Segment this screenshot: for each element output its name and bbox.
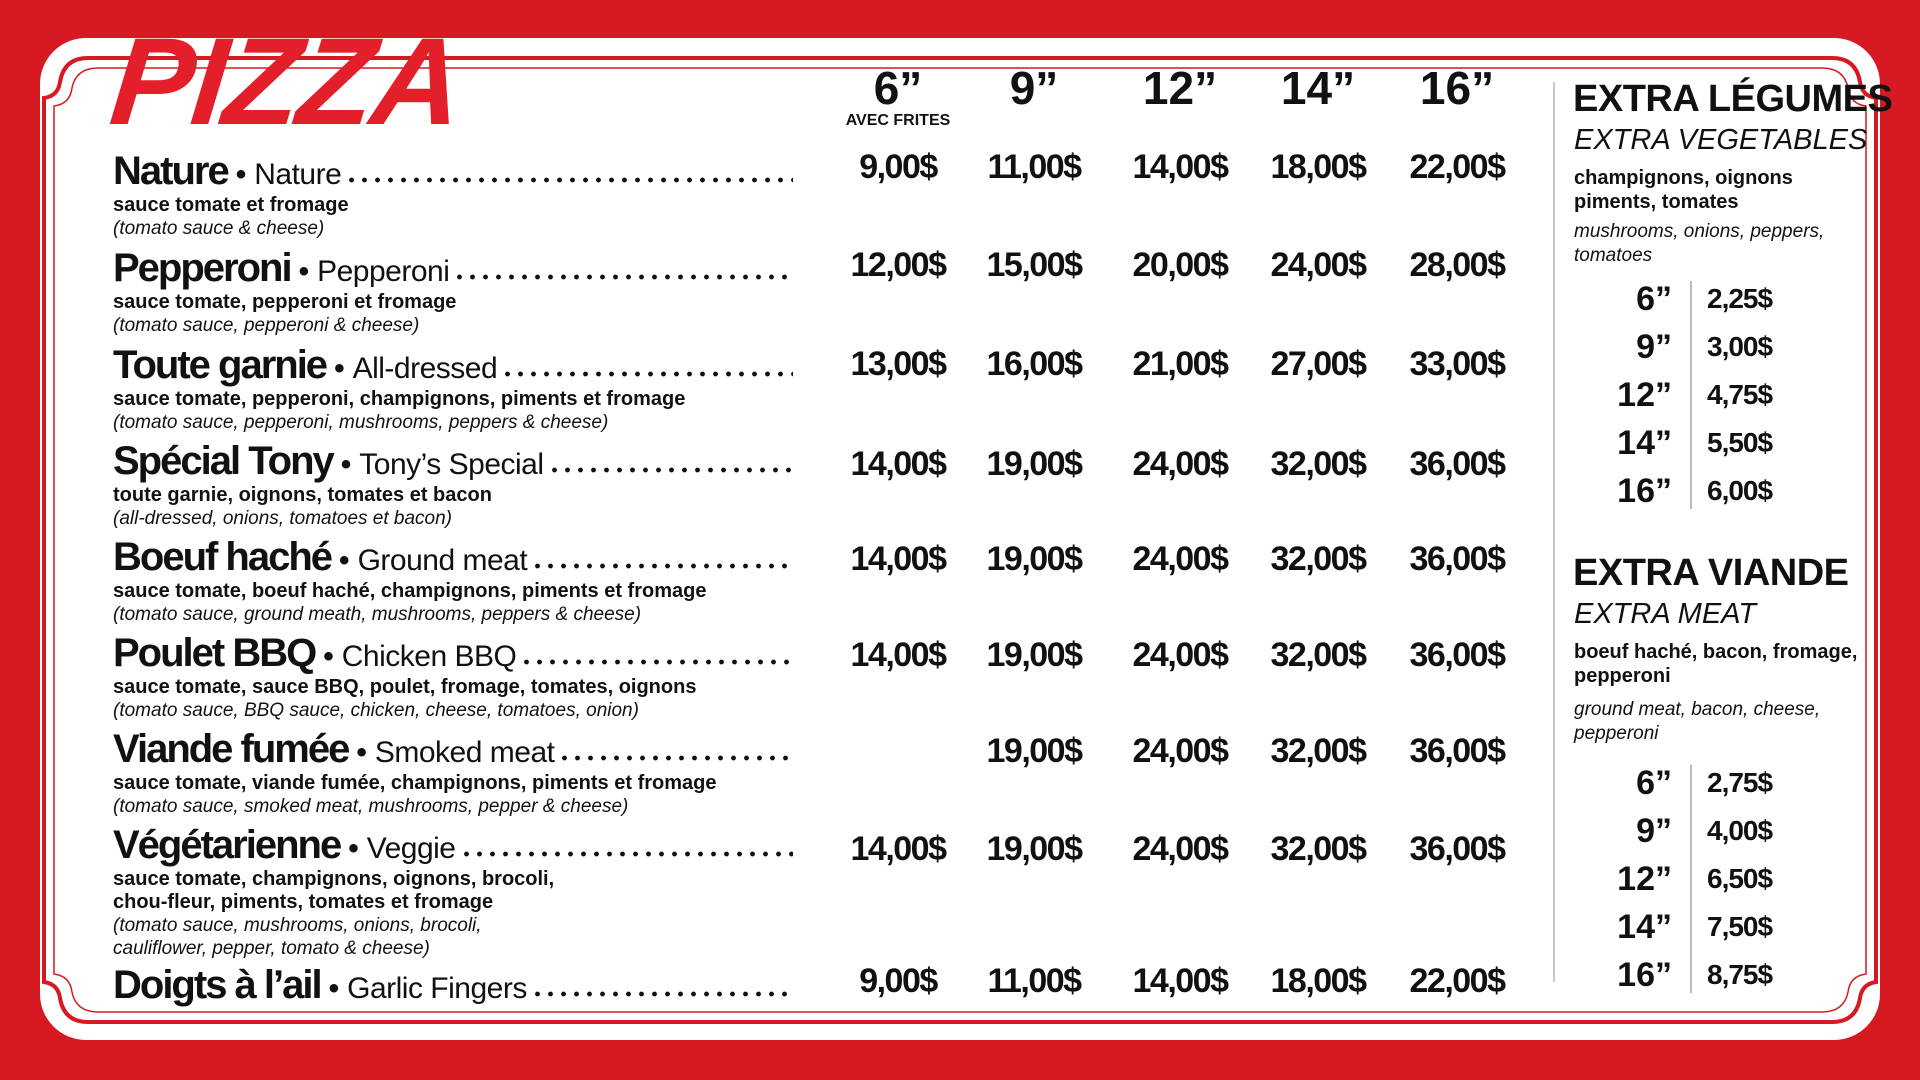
bullet-separator: • — [348, 832, 359, 865]
price-cell: 13,00$ — [850, 345, 946, 383]
size-header: 6” — [873, 62, 923, 114]
extra-meat-subtitle: EXTRA MEAT — [1574, 598, 1757, 630]
menu-item-label — [113, 823, 456, 868]
dot-leader — [531, 562, 793, 570]
extra-price: 2,75$ — [1707, 767, 1773, 798]
menu-item-desc-en: (tomato sauce, smoked meat, mushrooms, pepper & cheese) — [113, 796, 629, 817]
bullet-separator: • — [323, 640, 334, 673]
menu-item — [113, 960, 813, 1008]
price-cell: 32,00$ — [1270, 445, 1366, 483]
menu-item-line — [113, 146, 793, 194]
menu-item-label — [113, 439, 544, 484]
menu-item-name-fr: Nature — [113, 149, 228, 193]
price-cell: 28,00$ — [1409, 246, 1505, 284]
menu-item-line — [113, 724, 793, 772]
extra-meat-desc-fr: boeuf haché, bacon, fromage, pepperoni — [1574, 641, 1858, 687]
menu-item-name-fr: Végétarienne — [113, 823, 341, 867]
price-cell: 27,00$ — [1270, 345, 1366, 383]
extra-meat-desc-en: ground meat, bacon, cheese, pepperoni — [1574, 699, 1821, 744]
price-cell: 24,00$ — [1132, 830, 1228, 868]
menu-item-label — [113, 343, 497, 388]
menu-item — [113, 146, 813, 240]
menu-item-desc-en: (tomato sauce & cheese) — [113, 218, 325, 239]
extra-price: 4,00$ — [1707, 815, 1773, 846]
menu-item-desc-fr: sauce tomate et fromage — [113, 194, 349, 216]
dot-leader — [453, 273, 793, 281]
price-cell: 32,00$ — [1270, 636, 1366, 674]
extra-size: 16” — [1617, 472, 1672, 510]
size-header: 16” — [1419, 62, 1495, 114]
extra-size: 9” — [1636, 328, 1672, 366]
menu-item-desc-fr: sauce tomate, pepperoni et fromage — [113, 291, 457, 313]
price-cell: 36,00$ — [1409, 636, 1505, 674]
price-cell: 19,00$ — [986, 732, 1082, 770]
price-cell: 11,00$ — [987, 962, 1081, 1000]
extra-size: 14” — [1617, 424, 1672, 462]
menu-item-label — [113, 149, 341, 194]
menu-item-name-fr: Spécial Tony — [113, 439, 333, 483]
dot-leader — [460, 850, 794, 858]
menu-item-header — [113, 532, 813, 580]
price-cell: 18,00$ — [1270, 962, 1366, 1000]
menu-item-name-fr: Toute garnie — [113, 343, 327, 387]
menu-item-name-en: Tony’s Special — [359, 448, 544, 481]
extra-price: 6,50$ — [1707, 863, 1773, 894]
menu-item-label — [113, 727, 554, 772]
price-cell: 24,00$ — [1132, 540, 1228, 578]
price-cell: 36,00$ — [1409, 732, 1505, 770]
menu-item-desc-fr: sauce tomate, champignons, oignons, brocoli, chou-fleur, piments, tomates et fromage — [113, 868, 555, 913]
dot-leader — [548, 466, 793, 474]
menu-item-name-en: Pepperoni — [317, 255, 450, 288]
extra-price: 8,75$ — [1707, 959, 1773, 990]
price-cell: 19,00$ — [986, 540, 1082, 578]
price-cell: 24,00$ — [1132, 445, 1228, 483]
menu-item-label — [113, 631, 516, 676]
price-cell: 32,00$ — [1270, 830, 1366, 868]
menu-item-name-fr: Doigts à l’ail — [113, 963, 321, 1007]
menu-item-header — [113, 628, 813, 676]
menu-item — [113, 532, 813, 626]
column-divider — [1553, 82, 1555, 982]
size-header: 14” — [1280, 62, 1356, 114]
dot-leader — [558, 754, 793, 762]
price-cell: 11,00$ — [987, 148, 1081, 186]
menu-item-desc-en: (all-dressed, onions, tomatoes et bacon) — [113, 508, 453, 529]
menu-item-header — [113, 960, 813, 1008]
menu-item-name-fr: Pepperoni — [113, 246, 291, 290]
extra-vegetables-desc-en: mushrooms, onions, peppers, tomatoes — [1574, 221, 1825, 266]
menu-item — [113, 243, 813, 337]
menu-item-name-fr: Viande fumée — [113, 727, 349, 771]
menu-item-label — [113, 535, 527, 580]
price-cell: 20,00$ — [1132, 246, 1228, 284]
menu-item-name-en: Garlic Fingers — [347, 972, 527, 1005]
price-cell: 24,00$ — [1270, 246, 1366, 284]
extra-size: 9” — [1636, 812, 1672, 850]
menu-item-line — [113, 532, 793, 580]
price-cell: 15,00$ — [986, 246, 1082, 284]
menu-item-header — [113, 146, 813, 194]
menu-item-header — [113, 724, 813, 772]
menu-item-line — [113, 340, 793, 388]
price-cell: 19,00$ — [986, 445, 1082, 483]
price-cell: 9,00$ — [859, 962, 937, 1000]
bullet-separator: • — [339, 544, 350, 577]
dot-leader — [520, 658, 793, 666]
menu-item-desc-en: (tomato sauce, pepperoni & cheese) — [113, 315, 420, 336]
extra-table-divider — [1690, 765, 1692, 993]
price-cell: 14,00$ — [1132, 148, 1228, 186]
extra-price: 2,25$ — [1707, 283, 1773, 314]
price-cell: 16,00$ — [986, 345, 1082, 383]
extra-size: 16” — [1617, 956, 1672, 994]
price-cell: 14,00$ — [1132, 962, 1228, 1000]
price-cell: 24,00$ — [1132, 636, 1228, 674]
bullet-separator: • — [235, 158, 247, 191]
price-cell: 36,00$ — [1409, 540, 1505, 578]
menu-item — [113, 724, 813, 818]
price-cell: 22,00$ — [1409, 148, 1505, 186]
menu-item-desc-fr: sauce tomate, sauce BBQ, poulet, fromage, tomates, oignons — [113, 676, 697, 698]
price-cell: 19,00$ — [986, 636, 1082, 674]
menu-item-name-en: All-dressed — [352, 352, 498, 385]
menu-item-line — [113, 243, 793, 291]
menu-item-name-en: Smoked meat — [374, 736, 555, 769]
menu-item-desc-en: (tomato sauce, mushrooms, onions, brocoli, cauliflower, pepper, tomato & cheese) — [113, 915, 482, 959]
menu-item-name-en: Veggie — [366, 832, 456, 865]
extra-size: 6” — [1636, 764, 1672, 802]
menu-item-desc-fr: sauce tomate, boeuf haché, champignons, piments et fromage — [113, 580, 707, 602]
price-cell: 19,00$ — [986, 830, 1082, 868]
menu-item — [113, 340, 813, 434]
dot-leader — [501, 370, 793, 378]
menu-item-name-en: Ground meat — [357, 544, 528, 577]
extra-price: 7,50$ — [1707, 911, 1773, 942]
menu-item-desc-fr: sauce tomate, pepperoni, champignons, piments et fromage — [113, 388, 686, 410]
price-cell: 18,00$ — [1270, 148, 1366, 186]
menu-item-line — [113, 820, 793, 868]
menu-item-name-fr: Boeuf haché — [113, 535, 332, 579]
price-cell: 36,00$ — [1409, 830, 1505, 868]
extra-vegetables-title: EXTRA LÉGUMES — [1573, 78, 1893, 120]
extra-table-divider — [1690, 281, 1692, 509]
menu-item-desc-en: (tomato sauce, ground meath, mushrooms, peppers & cheese) — [113, 604, 642, 625]
menu-item-header — [113, 243, 813, 291]
menu-item-label — [113, 963, 527, 1008]
price-cell: 22,00$ — [1409, 962, 1505, 1000]
price-cell: 24,00$ — [1132, 732, 1228, 770]
price-cell: 32,00$ — [1270, 732, 1366, 770]
menu-item-name-en: Chicken BBQ — [341, 640, 517, 673]
price-cell: 9,00$ — [859, 148, 937, 186]
bullet-separator: • — [340, 448, 352, 481]
dot-leader — [345, 176, 793, 184]
menu-item — [113, 628, 813, 722]
extra-meat-prices — [1590, 759, 1790, 999]
extra-meat-title: EXTRA VIANDE — [1573, 552, 1849, 594]
menu-item-desc-fr: sauce tomate, viande fumée, champignons, piments et fromage — [113, 772, 717, 794]
size-subheader: AVEC FRITES — [845, 112, 951, 129]
extra-size: 6” — [1636, 280, 1672, 318]
price-cell: 14,00$ — [850, 445, 946, 483]
bullet-separator: • — [298, 255, 310, 288]
extra-size: 14” — [1617, 908, 1672, 946]
menu-title: PIZZA — [104, 13, 468, 151]
bullet-separator: • — [334, 352, 345, 385]
extra-vegetables-prices — [1590, 275, 1790, 515]
price-cell: 14,00$ — [850, 636, 946, 674]
extra-price: 5,50$ — [1707, 427, 1773, 458]
extra-price: 4,75$ — [1707, 379, 1773, 410]
price-cell: 12,00$ — [850, 246, 946, 284]
menu-item-name-fr: Poulet BBQ — [113, 631, 316, 675]
extra-vegetables-desc-fr: champignons, oignons piments, tomates — [1574, 167, 1793, 213]
menu-item — [113, 820, 813, 960]
extra-price: 6,00$ — [1707, 475, 1773, 506]
price-cell: 32,00$ — [1270, 540, 1366, 578]
extra-vegetables-subtitle: EXTRA VEGETABLES — [1574, 124, 1868, 156]
menu-item-label — [113, 246, 449, 291]
price-cell: 21,00$ — [1132, 345, 1228, 383]
size-header: 12” — [1142, 62, 1218, 114]
menu-item-line — [113, 436, 793, 484]
extra-size: 12” — [1617, 860, 1672, 898]
menu-item-desc-en: (tomato sauce, BBQ sauce, chicken, cheese, tomatoes, onion) — [113, 700, 639, 721]
size-header: 9” — [1009, 62, 1059, 114]
extra-price: 3,00$ — [1707, 331, 1773, 362]
menu-item-desc-en: (tomato sauce, pepperoni, mushrooms, peppers & cheese) — [113, 412, 609, 433]
price-cell: 33,00$ — [1409, 345, 1505, 383]
bullet-separator: • — [356, 736, 367, 769]
price-cell: 14,00$ — [850, 830, 946, 868]
bullet-separator: • — [328, 972, 340, 1005]
dot-leader — [531, 990, 793, 998]
extra-size: 12” — [1617, 376, 1672, 414]
price-cell: 14,00$ — [850, 540, 946, 578]
menu-item-header — [113, 340, 813, 388]
menu-item — [113, 436, 813, 530]
menu-item-desc-fr: toute garnie, oignons, tomates et bacon — [113, 484, 492, 506]
price-cell: 36,00$ — [1409, 445, 1505, 483]
menu-item-header — [113, 436, 813, 484]
menu-item-name-en: Nature — [254, 158, 342, 191]
menu-item-line — [113, 960, 793, 1008]
menu-item-header — [113, 820, 813, 868]
menu-item-line — [113, 628, 793, 676]
